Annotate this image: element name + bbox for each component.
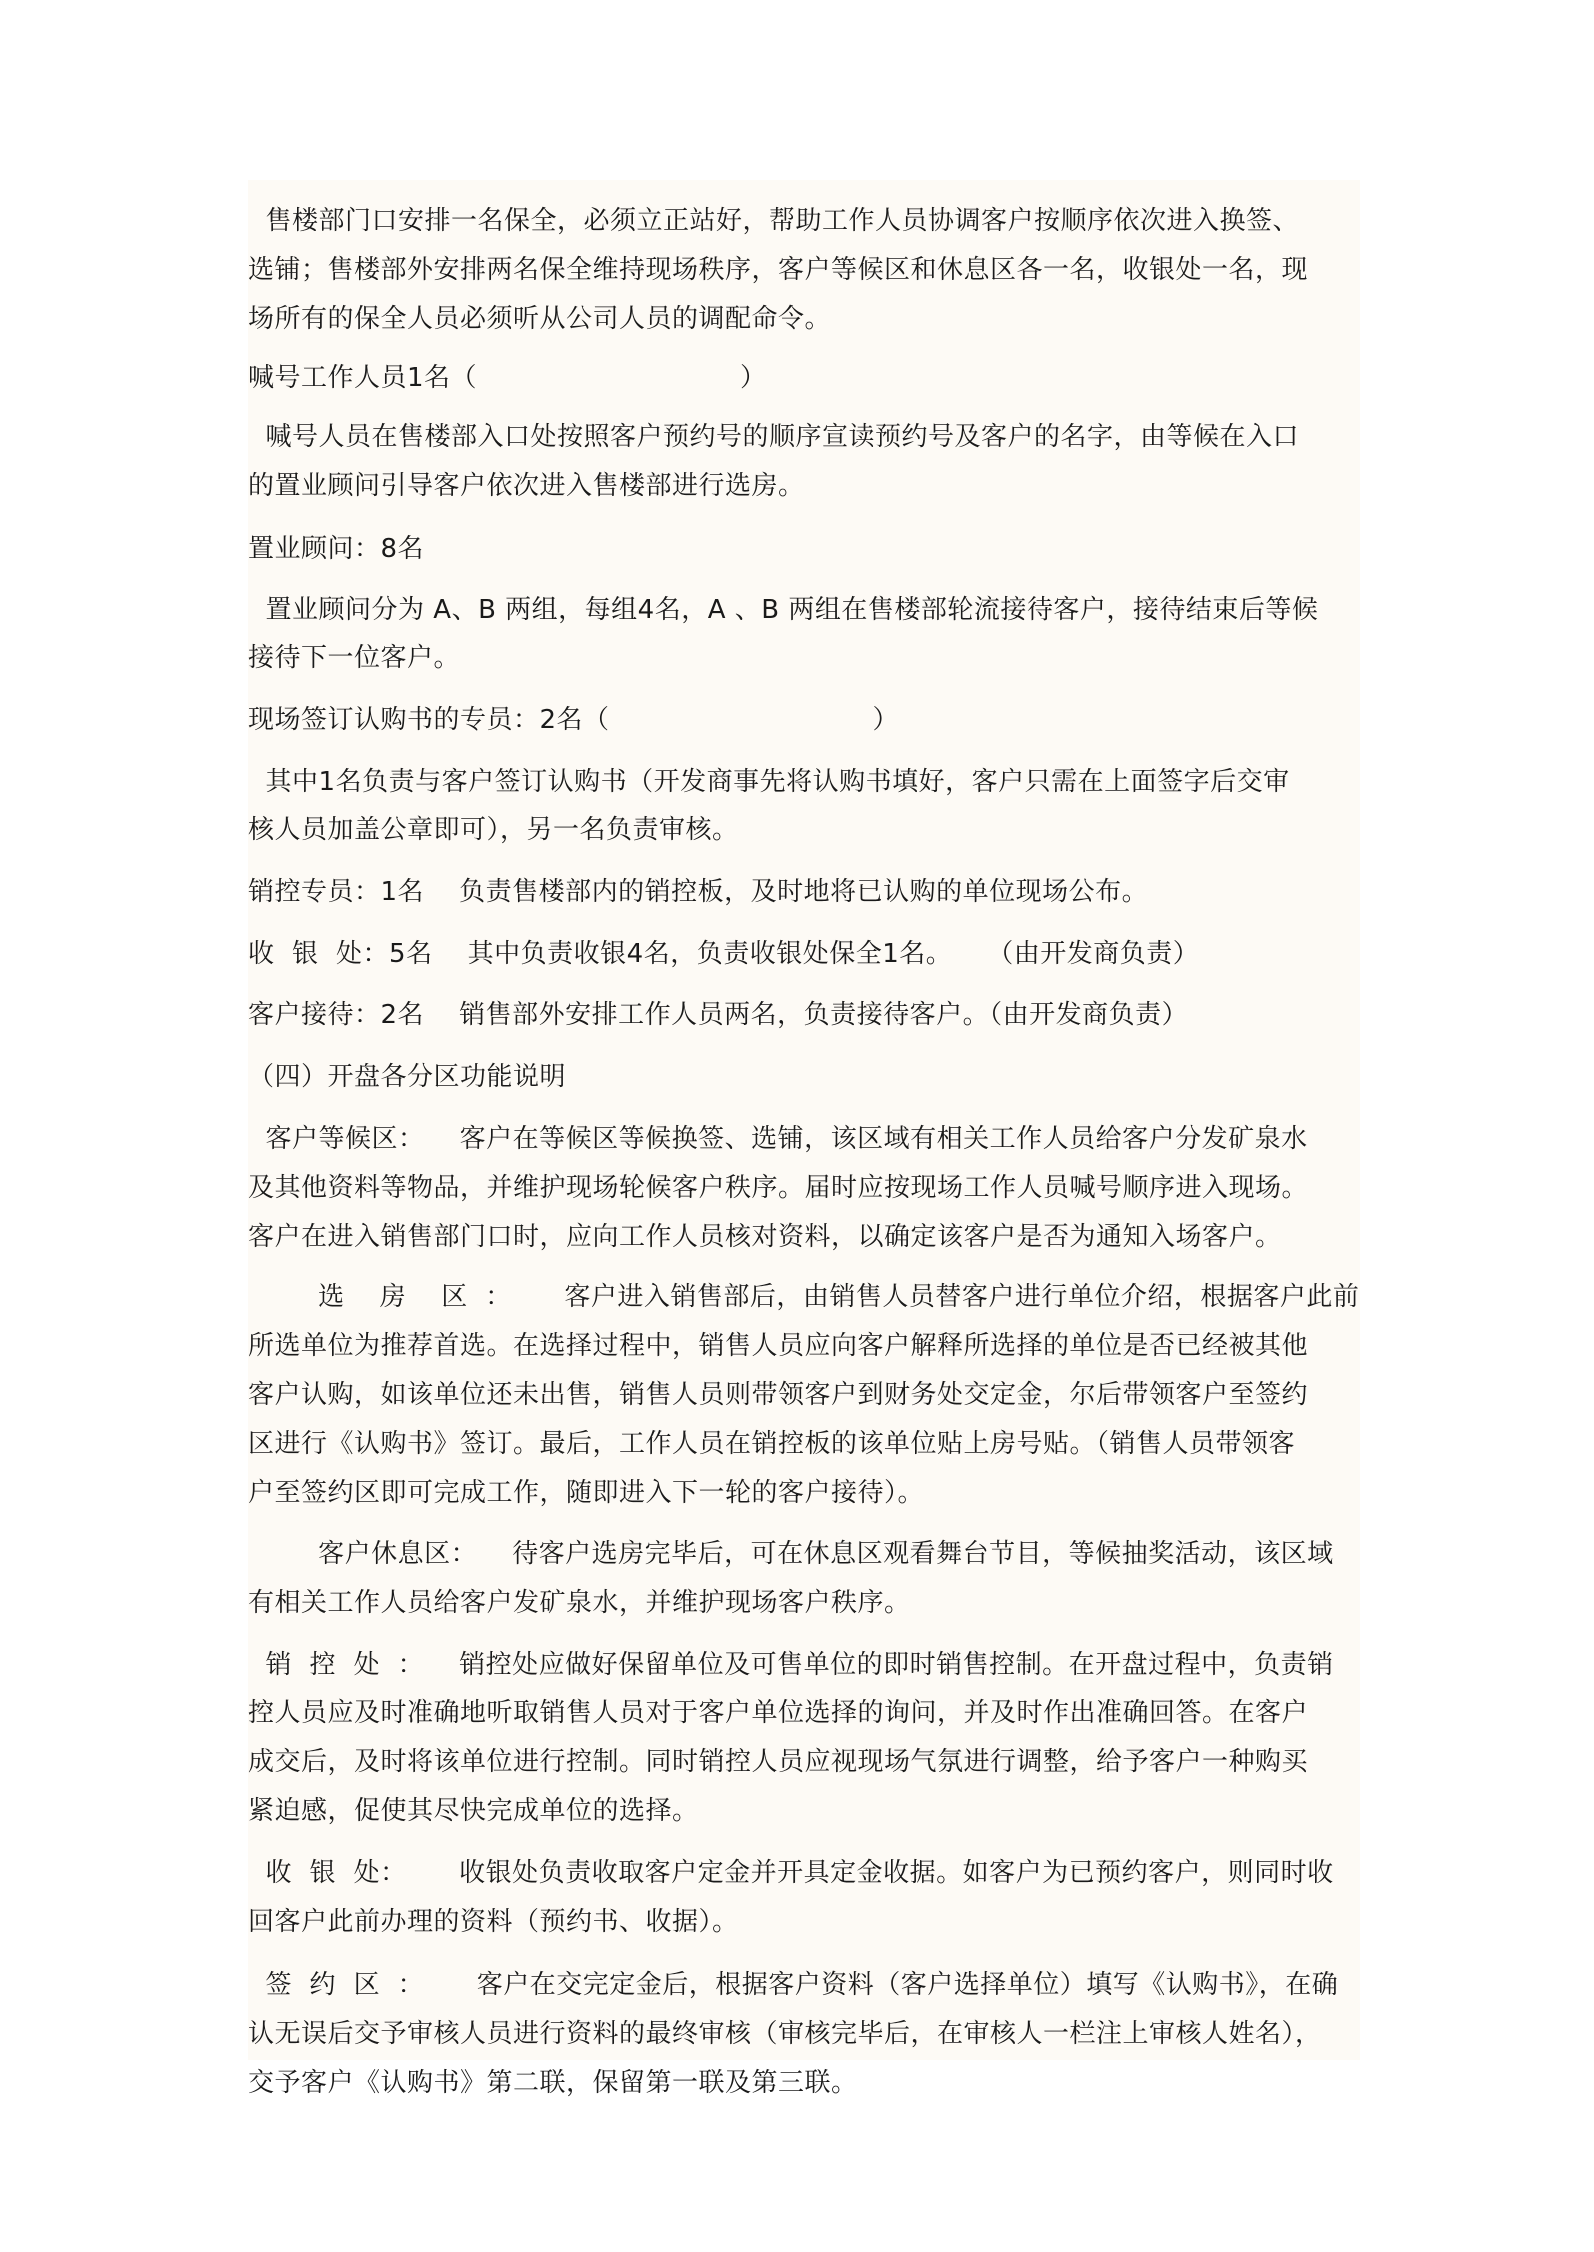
section-heading: （四）开盘各分区功能说明 <box>248 1062 567 1092</box>
text-line: 户至签约区即可完成工作，随即进入下一轮的客户接待）。 <box>248 1478 925 1508</box>
text-line: 客户接待：2名 销售部外安排工作人员两名，负责接待客户。（由开发商负责） <box>248 1000 1189 1030</box>
text-line: 置业顾问分为 A、B 两组，每组4名，A 、B 两组在售楼部轮流接待客户，接待结束后等候 <box>248 595 1319 625</box>
text-line: 及其他资料等物品，并维护现场轮候客户秩序。届时应按现场工作人员喊号顺序进入现场。 <box>248 1173 1309 1203</box>
text-line: 现场签订认购书的专员：2名（ ） <box>248 705 899 735</box>
text-line: 区进行《认购书》签订。最后，工作人员在销控板的该单位贴上房号贴。（销售人员带领客 <box>248 1429 1296 1459</box>
text-line: 售楼部门口安排一名保全，必须立正站好，帮助工作人员协调客户按顺序依次进入换签、 <box>248 206 1300 236</box>
text-line: 紧迫感，促使其尽快完成单位的选择。 <box>248 1796 699 1826</box>
text-line: 回客户此前办理的资料（预约书、收据）。 <box>248 1907 739 1937</box>
text-line: 其中1名负责与客户签订认购书（开发商事先将认购书填好，客户只需在上面签字后交审 <box>248 767 1290 797</box>
text-line: 销控专员：1名 负责售楼部内的销控板，及时地将已认购的单位现场公布。 <box>248 877 1149 907</box>
text-line: 客户认购，如该单位还未出售，销售人员则带领客户到财务处交定金，尔后带领客户至签约 <box>248 1380 1309 1410</box>
text-line: 的置业顾问引导客户依次进入售楼部进行选房。 <box>248 471 805 501</box>
text-line: 控人员应及时准确地听取销售人员对于客户单位选择的询问，并及时作出准确回答。在客户 <box>248 1698 1309 1728</box>
text-line: 签 约 区 ： 客户在交完定金后，根据客户资料（客户选择单位）填写《认购书》，在确 <box>248 1970 1339 2000</box>
text-line: 成交后，及时将该单位进行控制。同时销控人员应视现场气氛进行调整，给予客户一种购买 <box>248 1747 1309 1777</box>
text-line: 选铺；售楼部外安排两名保全维持现场秩序，客户等候区和休息区各一名，收银处一名，现 <box>248 255 1309 285</box>
text-line: 认无误后交予审核人员进行资料的最终审核（审核完毕后，在审核人一栏注上审核人姓名）， <box>248 2019 1322 2049</box>
text-line: 接待下一位客户。 <box>248 643 461 673</box>
text-line: 客户在进入销售部门口时，应向工作人员核对资料，以确定该客户是否为通知入场客户。 <box>248 1222 1282 1252</box>
text-line: 喊号人员在售楼部入口处按照客户预约号的顺序宣读预约号及客户的名字，由等候在入口 <box>248 422 1300 452</box>
text-line: 销 控 处 ： 销控处应做好保留单位及可售单位的即时销售控制。在开盘过程中，负责销 <box>248 1650 1334 1680</box>
text-line: 场所有的保全人员必须听从公司人员的调配命令。 <box>248 304 832 334</box>
text-line: 客户等候区： 客户在等候区等候换签、选铺，该区域有相关工作人员给客户分发矿泉水 <box>248 1124 1308 1154</box>
text-line: 喊号工作人员1名（ ） <box>248 363 767 393</box>
text-line: 交予客户《认购书》第二联，保留第一联及第三联。 <box>248 2068 858 2098</box>
text-line: 所选单位为推荐首选。在选择过程中，销售人员应向客户解释所选择的单位是否已经被其他 <box>248 1331 1309 1361</box>
text-line: 收 银 处： 收银处负责收取客户定金并开具定金收据。如客户为已预约客户，则同时收 <box>248 1858 1334 1888</box>
text-line: 有相关工作人员给客户发矿泉水，并维护现场客户秩序。 <box>248 1588 911 1618</box>
text-line: 收 银 处：5名 其中负责收银4名，负责收银处保全1名。 （由开发商负责） <box>248 939 1200 969</box>
text-line: 置业顾问：8名 <box>248 534 425 564</box>
text-line: 核人员加盖公章即可），另一名负责审核。 <box>248 815 739 845</box>
text-line: 客户休息区： 待客户选房完毕后，可在休息区观看舞台节目，等候抽奖活动，该区域 <box>248 1539 1334 1569</box>
text-line: 选 房 区 ： 客户进入销售部后，由销售人员替客户进行单位介绍，根据客户此前 <box>248 1282 1360 1312</box>
